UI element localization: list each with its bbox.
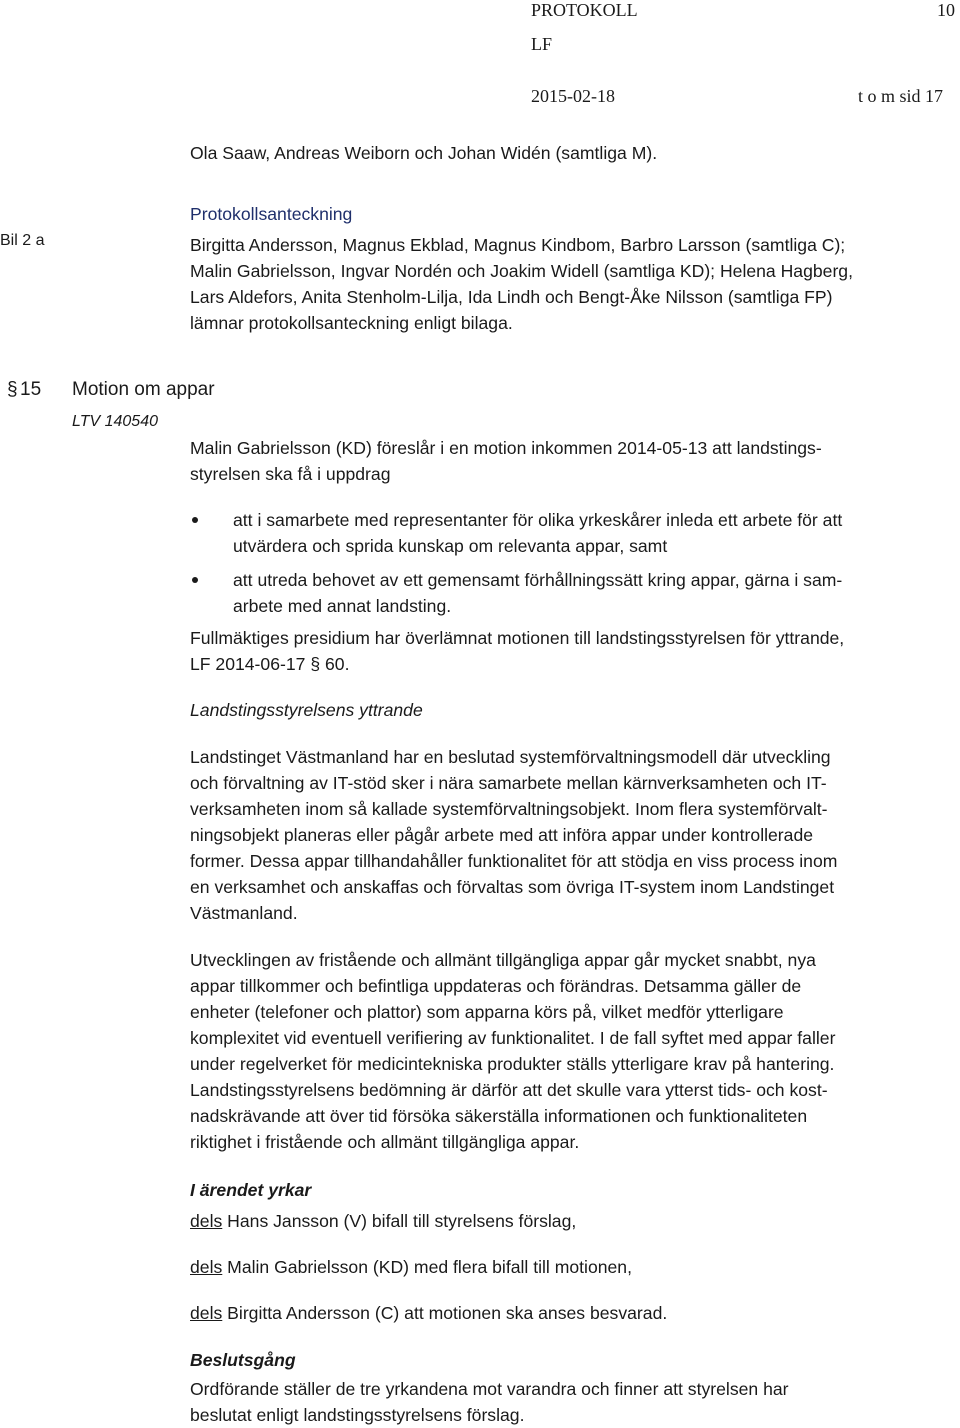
presidium-line-2 xyxy=(190,651,349,677)
yrkar-item xyxy=(190,1208,576,1234)
bullet-line: att i samarbete med representanter för olika yrkeskårer inleda ett arbete för att xyxy=(233,510,843,530)
paragraph-line: Landstinget Västmanland har en beslutad systemförvaltningsmodell där utveckling xyxy=(190,747,831,767)
intro-line: Ola Saaw, Andreas Weiborn och Johan Widén (samtliga M). xyxy=(190,143,658,163)
section-symbol: § xyxy=(7,379,18,400)
presidium-line: Fullmäktiges presidium har överlämnat motionen till landstingsstyrelsen för yttrande, xyxy=(190,628,845,648)
page-range: t o m sid 17 xyxy=(858,86,944,106)
paragraph-line: riktighet i fristående och allmänt tillgängliga appar. xyxy=(190,1132,580,1152)
bullet-line: arbete med annat landsting. xyxy=(233,596,452,616)
bullet-line: utvärdera och sprida kunskap om relevanta appar, samt xyxy=(233,536,668,556)
presidium-number: 60. xyxy=(325,654,350,674)
yrkar-text: Hans Jansson (V) bifall till styrelsens förslag, xyxy=(227,1211,577,1231)
beslutsgang-heading: Beslutsgång xyxy=(190,1350,296,1370)
paragraph-line: Landstingsstyrelsens bedömning är därför att det skulle vara ytterst tids- och kost- xyxy=(190,1080,828,1100)
yrkar-item xyxy=(190,1254,632,1280)
presidium-symbol: § xyxy=(310,654,321,674)
yrkar-heading: I ärendet yrkar xyxy=(190,1180,312,1200)
dels-label: dels xyxy=(190,1303,223,1323)
section-title: Motion om appar xyxy=(72,379,215,400)
protokollsanteckning-heading: Protokollsanteckning xyxy=(190,204,353,224)
bullet-dot xyxy=(192,517,198,523)
presidium-ref: LF 2014-06-17 xyxy=(190,654,306,674)
yrkar-text: Malin Gabrielsson (KD) med flera bifall till motionen, xyxy=(227,1257,632,1277)
paragraph-line: komplexitet vid eventuell verifiering av funktionalitet. I de fall syftet med appar faller xyxy=(190,1028,836,1048)
paragraph-line: verksamheten inom så kallade systemförvaltningsobjekt. Inom flera systemförvalt- xyxy=(190,799,828,819)
beslutsgang-line: beslutat enligt landstingsstyrelsens förslag. xyxy=(190,1405,525,1425)
paragraph-line: och förvaltning av IT-stöd sker i nära samarbete mellan kärnverksamheten och IT- xyxy=(190,773,827,793)
motion-intro-line: Malin Gabrielsson (KD) föreslår i en motion inkommen 2014-05-13 att landstings- xyxy=(190,438,822,458)
paragraph-line: under regelverket för medicintekniska produkter ställs ytterligare krav på hantering. xyxy=(190,1054,835,1074)
protokollsanteckning-line: lämnar protokollsanteckning enligt bilaga. xyxy=(190,313,513,333)
doc-type: PROTOKOLL xyxy=(531,0,638,20)
dels-label: dels xyxy=(190,1211,223,1231)
paragraph-line: former. Dessa appar tillhandahåller funktionalitet för att stödja en viss process inom xyxy=(190,851,838,871)
bullet-line: att utreda behovet av ett gemensamt förhållningssätt kring appar, gärna i sam- xyxy=(233,570,843,590)
margin-note: Bil 2 a xyxy=(0,232,45,249)
beslutsgang-line: Ordförande ställer de tre yrkandena mot varandra och finner att styrelsen har xyxy=(190,1379,789,1399)
page-number: 10 xyxy=(937,0,955,20)
protokollsanteckning-line: Lars Aldefors, Anita Stenholm-Lilja, Ida Lindh och Bengt-Åke Nilsson (samtliga FP) xyxy=(190,287,833,307)
yttrande-heading: Landstingsstyrelsens yttrande xyxy=(190,700,423,720)
protokollsanteckning-line: Birgitta Andersson, Magnus Ekblad, Magnus Kindbom, Barbro Larsson (samtliga C); xyxy=(190,235,846,255)
paragraph-line: nadskrävande att över tid försöka säkerställa informationen och funktionaliteten xyxy=(190,1106,808,1126)
paragraph-line: appar tillkommer och befintliga uppdateras och förändras. Detsamma gäller de xyxy=(190,976,802,996)
section-number: 15 xyxy=(20,379,42,400)
yrkar-text: Birgitta Andersson (C) att motionen ska anses besvarad. xyxy=(227,1303,668,1323)
yrkar-item xyxy=(190,1300,667,1326)
paragraph-line: Utvecklingen av fristående och allmänt tillgängliga appar går mycket snabbt, nya xyxy=(190,950,816,970)
dels-label: dels xyxy=(190,1257,223,1277)
bullet-dot xyxy=(192,577,198,583)
section-ref: LTV 140540 xyxy=(72,413,158,430)
paragraph-line: en verksamhet och anskaffas och förvaltas som övriga IT-system inom Landstinget xyxy=(190,877,835,897)
motion-intro-line: styrelsen ska få i uppdrag xyxy=(190,464,391,484)
protokollsanteckning-line: Malin Gabrielsson, Ingvar Nordén och Joakim Widell (samtliga KD); Helena Hagberg, xyxy=(190,261,853,281)
paragraph-line: enheter (telefoner och plattor) som apparna körs på, vilket medför ytterligare xyxy=(190,1002,784,1022)
paragraph-line: ningsobjekt planeras eller pågår arbete med att införa appar under kontrollerade xyxy=(190,825,814,845)
paragraph-line: Västmanland. xyxy=(190,903,298,923)
org-label: LF xyxy=(531,34,553,54)
doc-date: 2015-02-18 xyxy=(531,86,615,106)
